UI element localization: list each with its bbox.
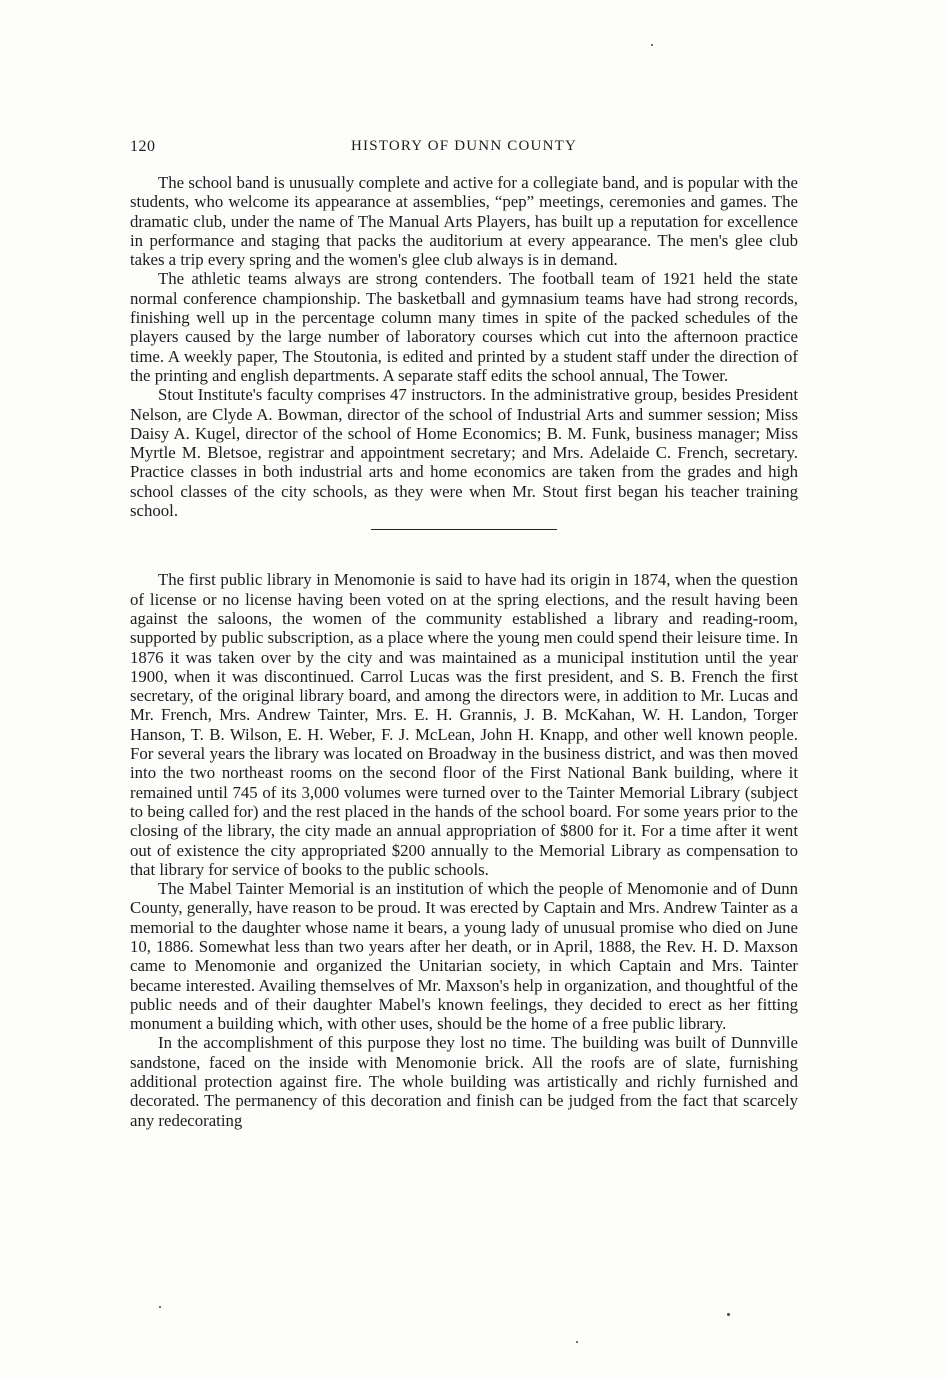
scan-speck	[576, 1341, 578, 1343]
page-number: 120	[130, 138, 156, 155]
paragraph-school-band: The school band is unusually complete and active for a collegiate band, and is popular with the students, who welcome its appearance at assemblies, “pep” meetings, ceremonies and games. The dramatic club, under the name of The Manual Arts Players, has built up a reputation for excellence in performance and staging that packs the auditorium at every appearance. The men's glee club takes a trip every spring and the women's glee club always is in demand.	[130, 173, 798, 270]
paragraph-mabel-tainter-memorial: The Mabel Tainter Memorial is an institution of which the people of Menomonie and of Dunn County, generally, have reason to be proud. It was erected by Captain and Mrs. Andrew Tainter as a memorial to the daughter whose name it bears, a young lady of unusual promise who died on June 10, 1886. Somewhat less than two years after her death, or in April, 1888, the Rev. H. D. Maxson came to Menomonie and organized the Unitarian society, in which Captain and Mrs. Tainter became interested. Availing themselves of Mr. Maxson's help in organization, and thoughtful of the public needs and of their daughter Mabel's known feelings, they decided to erect as her fitting monument a building which, with other uses, should be the home of a free public library.	[130, 879, 798, 1034]
scan-speck	[727, 1313, 730, 1316]
paragraph-athletic-teams: The athletic teams always are strong contenders. The football team of 1921 held the state normal conference championship. The basketball and gymnasium teams have had strong records, finishing well up in the percentage column many times in spite of the packed schedules of the players caused by the large number of laboratory courses which cut into the afternoon practice time. A weekly paper, The Stoutonia, is edited and printed by a student staff under the direction of the printing and english departments. A separate staff edits the school annual, The Tower.	[130, 269, 798, 385]
paragraph-faculty: Stout Institute's faculty comprises 47 instructors. In the administrative group, besides President Nelson, are Clyde A. Bowman, director of the school of Industrial Arts and summer session; Miss Daisy A. Kugel, director of the school of Home Economics; B. M. Funk, business manager; Miss Myrtle M. Bletsoe, registrar and appointment secretary; and Mrs. Adelaide C. French, secretary. Practice classes in both industrial arts and home economics are taken from the grades and high school classes of the city schools, as they were when Mr. Stout first began his teacher training school.	[130, 385, 798, 521]
paragraph-building-construction: In the accomplishment of this purpose they lost no time. The building was built of Dunnville sandstone, faced on the inside with Menomonie brick. All the roofs are of slate, furnishing additional protection against fire. The whole building was artistically and richly furnished and decorated. The permanency of this decoration and finish can be judged from the fact that scarcely any redecorating	[130, 1033, 798, 1130]
running-title: HISTORY OF DUNN COUNTY	[351, 138, 577, 154]
page-header	[130, 138, 798, 162]
body-text	[130, 173, 798, 1130]
scan-speck	[651, 44, 653, 46]
scan-speck	[159, 1306, 161, 1308]
section-divider	[371, 529, 557, 530]
paragraph-first-public-library: The first public library in Menomonie is said to have had its origin in 1874, when the question of license or no license having been voted on at the spring elections, and the result having been against the saloons, the women of the community established a library and reading-room, supported by public subscription, as a place where the young men could spend their leisure time. In 1876 it was taken over by the city and was maintained as a municipal institution until the year 1900, when it was discontinued. Carrol Lucas was the first president, and S. B. French the first secretary, of the original library board, and among the directors were, in addition to Mr. Lucas and Mr. French, Mrs. Andrew Tainter, Mrs. E. H. Grannis, J. B. McKahan, W. H. Landon, Torger Hanson, T. B. Wilson, E. H. Weber, F. J. McLean, John H. Knapp, and other well known people. For several years the library was located on Broadway in the business district, and was then moved into the two northeast rooms on the second floor of the First National Bank building, where it remained until 745 of its 3,000 volumes were turned over to the Tainter Memorial Library (subject to being called for) and the rest placed in the hands of the school board. For some years prior to the closing of the library, the city made an annual appropriation of $800 for it. For a time after it went out of existence the city appropriated $200 annually to the Memorial Library as compensation to that library for service of books to the public schools.	[130, 570, 798, 879]
